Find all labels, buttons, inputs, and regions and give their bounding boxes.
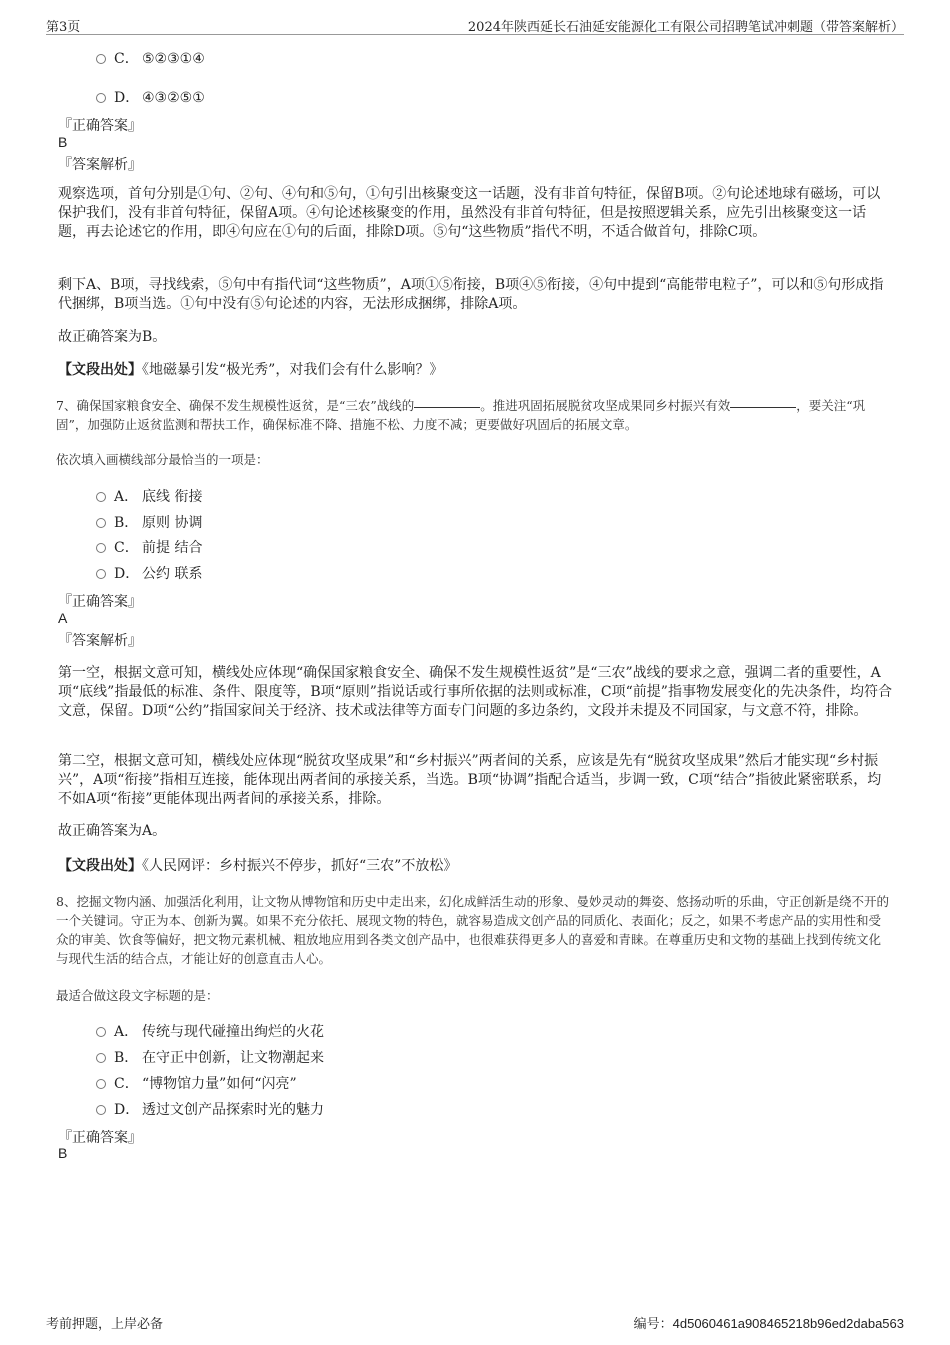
fill-blank — [730, 407, 796, 408]
q8-prompt: 最适合做这段文字标题的是： — [56, 988, 219, 1003]
q7-analysis-heading: 『答案解析』 — [58, 633, 142, 649]
q6-analysis-paragraph: 观察选项，首句分别是①句、②句、④句和⑤句，①句引出核聚变这一话题，没有非首句特征，保留B项。②句论述地球有磁场，可以保护我们，没有非首句特征，保留A项。④句论述核聚变的作用，虽然没有非首句特征，但是按照逻辑关系，应先引出核聚变这一话题，再去论述它的作用，即④句应在①句的后面，排除D项。⑤句“这些物质”指代不明，不适合做首句，排除C项。 — [58, 186, 881, 240]
q8-option-d[interactable]: D． 透过文创产品探索时光的魅力 — [96, 1099, 324, 1119]
radio-icon[interactable] — [96, 1105, 106, 1115]
radio-icon[interactable] — [96, 54, 106, 64]
q8-answer-heading: 『正确答案』 — [58, 1130, 142, 1146]
radio-icon[interactable] — [96, 1053, 106, 1063]
document-code: 编号：4d5060461a908465218b96ed2daba563 — [633, 1316, 904, 1332]
page-header — [46, 14, 904, 35]
footer-slogan: 考前押题，上岸必备 — [46, 1317, 164, 1332]
q7-option-c[interactable]: C． 前提 结合 — [96, 537, 202, 557]
q7-stem: 7、确保国家粮食安全、确保不发生规模性返贫，是“三农”战线的 。推进巩固拓展脱贫攻坚成果同乡村振兴有效 ，要关注“巩固”，加强防止返贫监测和帮扶工作，确保标准不降、措施不松、力度不减；更要做好巩固后的拓展文章。 — [56, 398, 866, 432]
q6-analysis-conclusion: 故正确答案为B。 — [58, 329, 167, 345]
q7-option-a[interactable]: A． 底线 衔接 — [96, 486, 202, 506]
radio-icon[interactable] — [96, 569, 106, 579]
q7-analysis-conclusion: 故正确答案为A。 — [58, 823, 167, 839]
radio-icon[interactable] — [96, 518, 106, 528]
q7-analysis-paragraph: 第二空，根据文意可知，横线处应体现“脱贫攻坚成果”和“乡村振兴”两者间的关系，应该是先有“脱贫攻坚成果”然后才能实现“乡村振兴”，A项“衔接”指相互连接，能体现出两者间的承接关系，当选。B项“协调”指配合适当，步调一致，C项“结合”指彼此紧密联系，均不如A项“衔接”更能体现出两者间的承接关系，排除。 — [58, 753, 882, 807]
q6-answer: B — [58, 134, 68, 150]
q6-answer-heading: 『正确答案』 — [58, 118, 142, 134]
q8-option-b[interactable]: B． 在守正中创新，让文物潮起来 — [96, 1047, 324, 1067]
page-number: 第3页 — [46, 20, 81, 35]
q8-stem: 8、挖掘文物内涵、加强活化利用，让文物从博物馆和历史中走出来，幻化成鲜活生动的形象、曼妙灵动的舞姿、悠扬动听的乐曲，守正创新是绕不开的一个关键词。守正为本、创新为翼。如果不充分依托、展现文物的特色，就容易造成文创产品的同质化、表面化；反之，如果不考虑产品的实用性和受众的审美、饮食等偏好，把文物元素机械、粗放地应用到各类文创产品中，也很难获得更多人的喜爱和青睐。在尊重历史和文物的基础上找到传统文化与现代生活的结合点，才能让好的创意直击人心。 — [56, 894, 889, 966]
q8-option-c[interactable]: C． “博物馆力量”如何“闪亮” — [96, 1073, 297, 1093]
q6-source: 【文段出处】《地磁暴引发“极光秀”，对我们会有什么影响？》 — [58, 362, 444, 378]
q7-analysis-paragraph: 第一空，根据文意可知，横线处应体现“确保国家粮食安全、确保不发生规模性返贫”是“三农”战线的要求之意，强调二者的重要性，A项“底线”指最低的标准、条件、限度等，B项“原则”指说话或行事所依据的法则或标准，C项“前提”指事物发展变化的先决条件，均符合文意，保留。D项“公约”指国家间关于经济、技术或法律等方面专门问题的多边条约，文段并未提及不同国家，与文意不符，排除。 — [58, 665, 892, 719]
q6-analysis-paragraph: 剩下A、B项，寻找线索，⑤句中有指代词“这些物质”，A项①⑤衔接，B项④⑤衔接，④句中提到“高能带电粒子”，可以和⑤句形成指代捆绑，B项当选。①句中没有⑤句论述的内容，无法形成捆绑，排除A项。 — [58, 277, 884, 312]
radio-icon[interactable] — [96, 93, 106, 103]
q7-answer: A — [58, 610, 68, 626]
document-title: 2024年陕西延长石油延安能源化工有限公司招聘笔试冲刺题（带答案解析） — [467, 20, 904, 35]
q8-option-a[interactable]: A． 传统与现代碰撞出绚烂的火花 — [96, 1021, 324, 1041]
q7-answer-heading: 『正确答案』 — [58, 594, 142, 610]
q7-option-b[interactable]: B． 原则 协调 — [96, 512, 202, 532]
q7-option-d[interactable]: D． 公约 联系 — [96, 563, 202, 583]
q6-option-c[interactable]: C． ⑤②③①④ — [96, 48, 205, 68]
radio-icon[interactable] — [96, 543, 106, 553]
q6-option-d[interactable]: D． ④③②⑤① — [96, 87, 205, 107]
q7-source: 【文段出处】《人民网评：乡村振兴不停步，抓好“三农”不放松》 — [58, 858, 458, 874]
radio-icon[interactable] — [96, 1027, 106, 1037]
q8-answer: B — [58, 1145, 68, 1161]
q7-prompt: 依次填入画横线部分最恰当的一项是： — [56, 452, 269, 467]
fill-blank — [414, 407, 480, 408]
radio-icon[interactable] — [96, 492, 106, 502]
radio-icon[interactable] — [96, 1079, 106, 1089]
q6-analysis-heading: 『答案解析』 — [58, 157, 142, 173]
